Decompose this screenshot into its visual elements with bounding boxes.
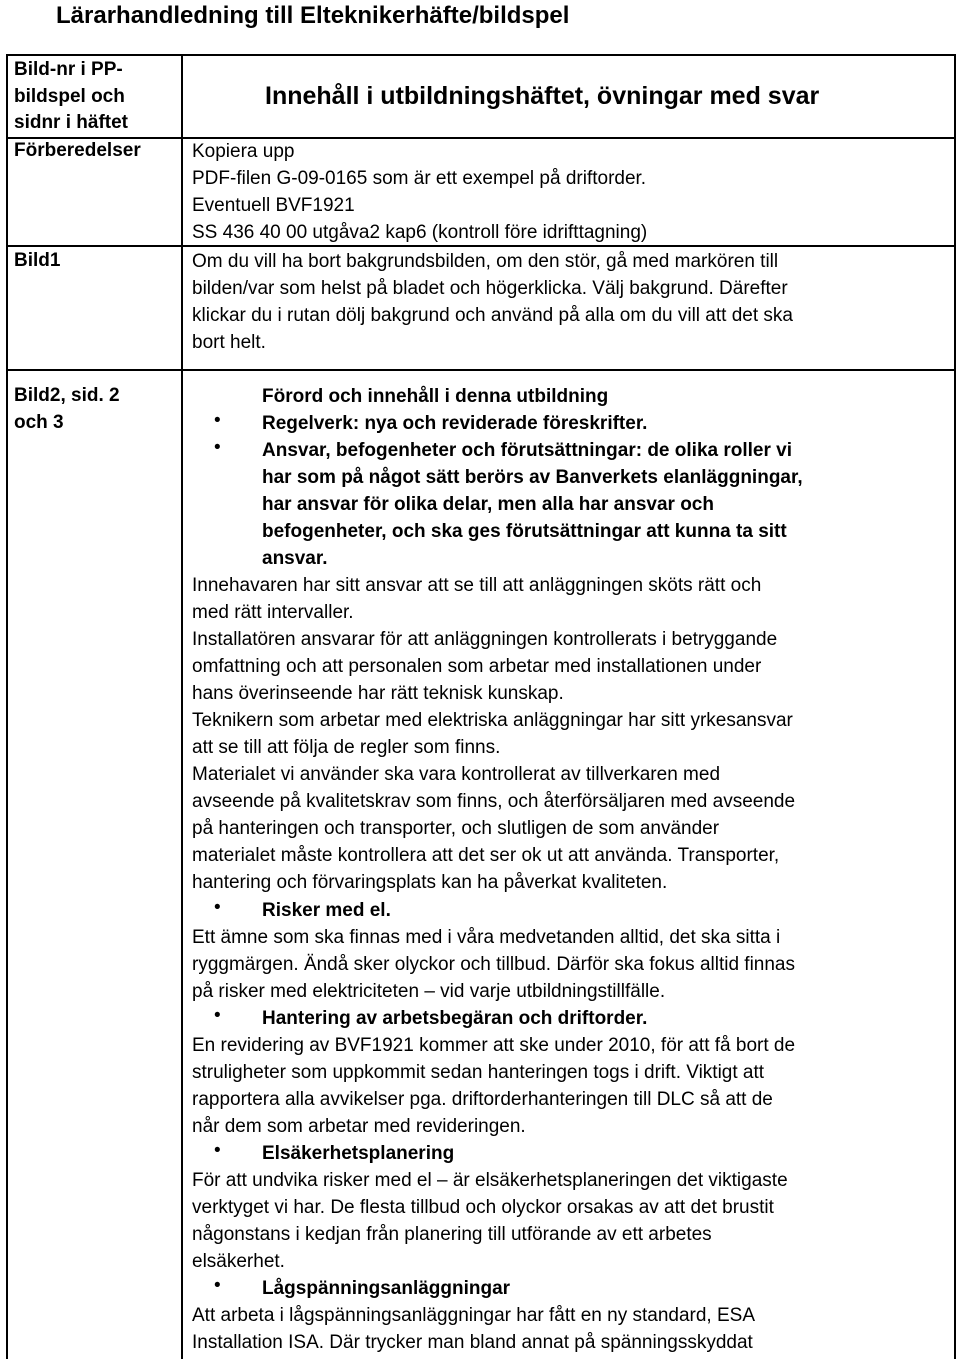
- text-line: klickar du i rutan dölj bakgrund och använd på alla om du vill att det ska: [192, 305, 793, 326]
- bullet-icon: •: [214, 897, 221, 918]
- paragraph-line: att se till att följa de regler som finns.: [192, 737, 501, 758]
- bullet-text: har ansvar för olika delar, men alla har ansvar och: [262, 494, 714, 515]
- bullet-text: Elsäkerhetsplanering: [262, 1143, 455, 1164]
- bullet-icon: •: [214, 437, 221, 458]
- paragraph-line: verktyget vi har. De flesta tillbud och olyckor orsakas av att det brustit: [192, 1197, 774, 1218]
- paragraph-line: hantering och förvaringsplats kan ha påverkat kvaliteten.: [192, 872, 668, 893]
- table-border-right: [954, 54, 956, 1359]
- paragraph-line: En revidering av BVF1921 kommer att ske under 2010, för att få bort de: [192, 1035, 796, 1056]
- paragraph-line: struligheter som uppkommit sedan hanteringen togs i drift. Viktigt att: [192, 1062, 765, 1083]
- column-divider: [181, 54, 183, 1359]
- paragraph-line: rapportera alla avvikelser pga. driftorderhanteringen till DLC så att de: [192, 1089, 773, 1110]
- text-line: Om du vill ha bort bakgrundsbilden, om den stör, gå med markören till: [192, 251, 779, 272]
- text-line: SS 436 40 00 utgåva2 kap6 (kontroll före idrifttagning): [192, 222, 648, 243]
- forberedelser-content: [192, 138, 952, 246]
- row-label-bild2: [14, 383, 174, 436]
- text-line: Eventuell BVF1921: [192, 195, 355, 216]
- paragraph-line: på hanteringen och transporter, och slutligen de som använder: [192, 818, 720, 839]
- header-col1-line: bildspel och: [14, 85, 125, 107]
- paragraph-line: omfattning och att personalen som arbetar med installationen under: [192, 656, 762, 677]
- row-label-bild1: Bild1: [14, 250, 61, 271]
- text-line: bort helt.: [192, 332, 266, 353]
- paragraph-line: med rätt intervaller.: [192, 602, 354, 623]
- bullet-text: Hantering av arbetsbegäran och driftorder.: [262, 1008, 648, 1029]
- bullet-text: Ansvar, befogenheter och förutsättningar: de olika roller vi: [262, 440, 792, 461]
- header-col1-line: Bild-nr i PP-: [14, 59, 123, 80]
- paragraph-line: på risker med elektriciteten – vid varje utbildningstillfälle.: [192, 981, 666, 1002]
- header-col1: [14, 57, 174, 137]
- bullet-icon: •: [214, 1275, 221, 1296]
- paragraph-line: når dem som arbetar med revideringen.: [192, 1116, 526, 1137]
- paragraph-line: avseende på kvalitetskrav som finns, och återförsäljaren med avseende: [192, 791, 796, 812]
- header-col2: Innehåll i utbildningshäftet, övningar med svar: [265, 82, 820, 110]
- paragraph-line: För att undvika risker med el – är elsäkerhetsplaneringen det viktigaste: [192, 1170, 788, 1191]
- table-border-left: [6, 54, 8, 1359]
- row-label-forberedelser: Förberedelser: [14, 140, 141, 161]
- bullet-icon: •: [214, 1005, 221, 1026]
- table-border-top: [6, 54, 956, 56]
- paragraph-line: Materialet vi använder ska vara kontrollerat av tillverkaren med: [192, 764, 721, 785]
- bullet-text: har som på något sätt berörs av Banverkets elanläggningar,: [262, 467, 803, 488]
- text-line: bilden/var som helst på bladet och högerklicka. Välj bakgrund. Därefter: [192, 278, 788, 299]
- section-heading: Förord och innehåll i denna utbildning: [262, 386, 609, 407]
- bullet-text: ansvar.: [262, 548, 328, 569]
- paragraph-line: materialet måste kontrollera att det ser ok ut att använda. Transporter,: [192, 845, 780, 866]
- bullet-icon: •: [214, 410, 221, 431]
- paragraph-line: någonstans i kedjan från planering till utförande av ett arbetes: [192, 1224, 712, 1245]
- paragraph-line: Teknikern som arbetar med elektriska anläggningar har sitt yrkesansvar: [192, 710, 793, 731]
- header-col1-line: sidnr i häftet: [14, 112, 129, 133]
- text-line: PDF-filen G-09-0165 som är ett exempel på driftorder.: [192, 168, 647, 189]
- bild1-content: [192, 248, 952, 356]
- paragraph-line: Installation ISA. Där trycker man bland annat på spänningsskyddat: [192, 1332, 753, 1353]
- paragraph-line: elsäkerhet.: [192, 1251, 285, 1272]
- document-title: Lärarhandledning till Elteknikerhäfte/bildspel: [56, 2, 570, 29]
- paragraph-line: Innehavaren har sitt ansvar att se till att anläggningen sköts rätt och: [192, 575, 762, 596]
- text-line: Kopiera upp: [192, 141, 295, 162]
- bullet-text: Regelverk: nya och reviderade föreskrifter.: [262, 413, 648, 434]
- bullet-icon: •: [214, 1140, 221, 1161]
- paragraph-line: ryggmärgen. Ändå sker olyckor och tillbud. Därför ska fokus alltid finnas: [192, 954, 795, 975]
- paragraph-line: Ett ämne som ska finnas med i våra medvetanden alltid, det ska sitta i: [192, 927, 781, 948]
- paragraph-line: Installatören ansvarar för att anläggningen kontrollerats i betryggande: [192, 629, 778, 650]
- bullet-text: befogenheter, och ska ges förutsättningar att kunna ta sitt: [262, 521, 787, 542]
- row-divider: [6, 369, 956, 371]
- bullet-text: Risker med el.: [262, 900, 391, 921]
- label-line: Bild2, sid. 2: [14, 385, 120, 406]
- label-line: och 3: [14, 411, 64, 433]
- paragraph-line: Att arbeta i lågspänningsanläggningar har fått en ny standard, ESA: [192, 1305, 755, 1326]
- bullet-text: Lågspänningsanläggningar: [262, 1278, 511, 1299]
- paragraph-line: hans överinseende har rätt teknisk kunskap.: [192, 683, 564, 704]
